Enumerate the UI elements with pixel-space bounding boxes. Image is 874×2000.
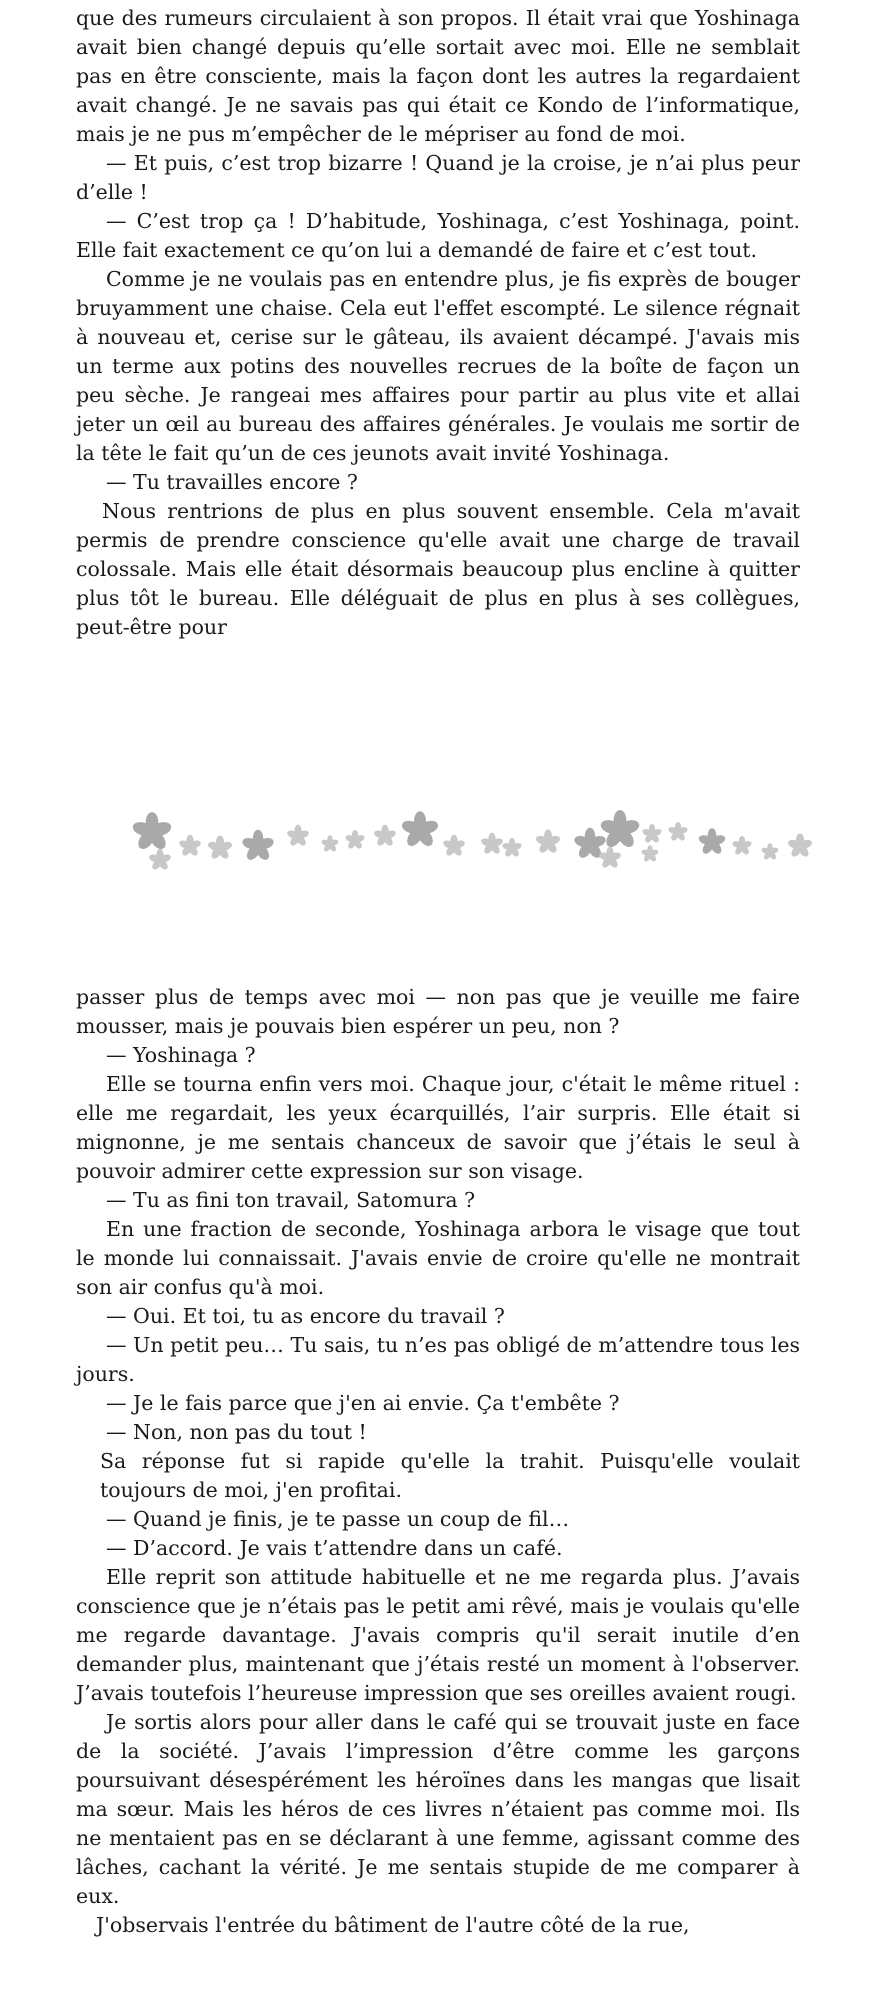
paragraph: Comme je ne voulais pas en entendre plus, je fis exprès de bouger bruyamment une chaise. Cela eut l'effet escompté. Le silence régnait à nouveau et, cerise sur le gâteau, ils avaient décampé. J'avais mis un terme aux potins des nouvelles recrues de la boîte de façon un peu sèche. Je rangeai mes affaires pour partir au plus vite et allai jeter un œil au bureau des affaires générales. Je voulais me sortir de la tête le fait qu’un de ces jeunots avait invité Yoshinaga.	[76, 267, 800, 465]
paragraph: que des rumeurs circulaient à son propos. Il était vrai que Yoshinaga avait bien changé depuis qu’elle sortait avec moi. Elle ne semblait pas en être consciente, mais la façon dont les autres la regardaient avait changé. Je ne savais pas qui était ce Kondo de l’informatique, mais je ne pus m’empêcher de le mépriser au fond de moi.	[76, 6, 800, 146]
dialogue-line: — Non, non pas du tout !	[106, 1420, 367, 1444]
dialogue-line: — C’est trop ça ! D’habitude, Yoshinaga, c’est Yoshinaga, point. Elle fait exactement ce qu’on lui a demandé de faire et c’est tout.	[76, 209, 800, 262]
flower-divider	[120, 796, 840, 876]
paragraph: Elle reprit son attitude habituelle et ne me regarda plus. J’avais conscience que je n’étais pas le petit ami rêvé, mais je voulais qu'elle me regarde davantage. J'avais compris qu'il serait inutile d’en demander plus, maintenant que j’étais resté un moment à l'observer. J’avais toutefois l’heureuse impression que ses oreilles avaient rougi.	[76, 1565, 800, 1705]
text-block-bottom	[76, 983, 800, 1940]
dialogue-line: — D’accord. Je vais t’attendre dans un café.	[106, 1536, 563, 1560]
paragraph: J'observais l'entrée du bâtiment de l'autre côté de la rue,	[96, 1913, 690, 1937]
paragraph: Nous rentrions de plus en plus souvent ensemble. Cela m'avait permis de prendre conscience qu'elle avait une charge de travail colossale. Mais elle était désormais beaucoup plus encline à quitter plus tôt le bureau. Elle déléguait de plus en plus à ses collègues, peut-être pour	[76, 499, 800, 639]
paragraph: En une fraction de seconde, Yoshinaga arbora le visage que tout le monde lui connaissait. J'avais envie de croire qu'elle ne montrait son air confus qu'à moi.	[76, 1217, 800, 1299]
paragraph: Sa réponse fut si rapide qu'elle la trahit. Puisqu'elle voulait toujours de moi, j'en profitai.	[100, 1449, 800, 1502]
dialogue-line: — Quand je finis, je te passe un coup de fil…	[106, 1507, 570, 1531]
dialogue-line: — Tu travailles encore ?	[106, 470, 358, 494]
flower-garland-icon	[120, 796, 840, 876]
dialogue-line: — Tu as fini ton travail, Satomura ?	[106, 1188, 476, 1212]
dialogue-line: — Yoshinaga ?	[106, 1043, 256, 1067]
dialogue-line: — Je le fais parce que j'en ai envie. Ça t'embête ?	[106, 1391, 620, 1415]
dialogue-line: — Et puis, c’est trop bizarre ! Quand je la croise, je n’ai plus peur d’elle !	[76, 151, 800, 204]
paragraph: passer plus de temps avec moi — non pas que je veuille me faire mousser, mais je pouvais bien espérer un peu, non ?	[76, 985, 800, 1038]
text-block-top	[76, 4, 800, 642]
dialogue-line: — Un petit peu… Tu sais, tu n’es pas obligé de m’attendre tous les jours.	[76, 1333, 800, 1386]
paragraph: Elle se tourna enfin vers moi. Chaque jour, c'était le même rituel : elle me regardait, les yeux écarquillés, l’air surpris. Elle était si mignonne, je me sentais chanceux de savoir que j’étais le seul à pouvoir admirer cette expression sur son visage.	[76, 1072, 800, 1183]
paragraph: Je sortis alors pour aller dans le café qui se trouvait juste en face de la société. J’avais l’impression d’être comme les garçons poursuivant désespérément les héroïnes dans les mangas que lisait ma sœur. Mais les héros de ces livres n’étaient pas comme moi. Ils ne mentaient pas en se déclarant à une femme, agissant comme des lâches, cachant la vérité. Je me sentais stupide de me comparer à eux.	[76, 1710, 800, 1908]
dialogue-line: — Oui. Et toi, tu as encore du travail ?	[106, 1304, 505, 1328]
